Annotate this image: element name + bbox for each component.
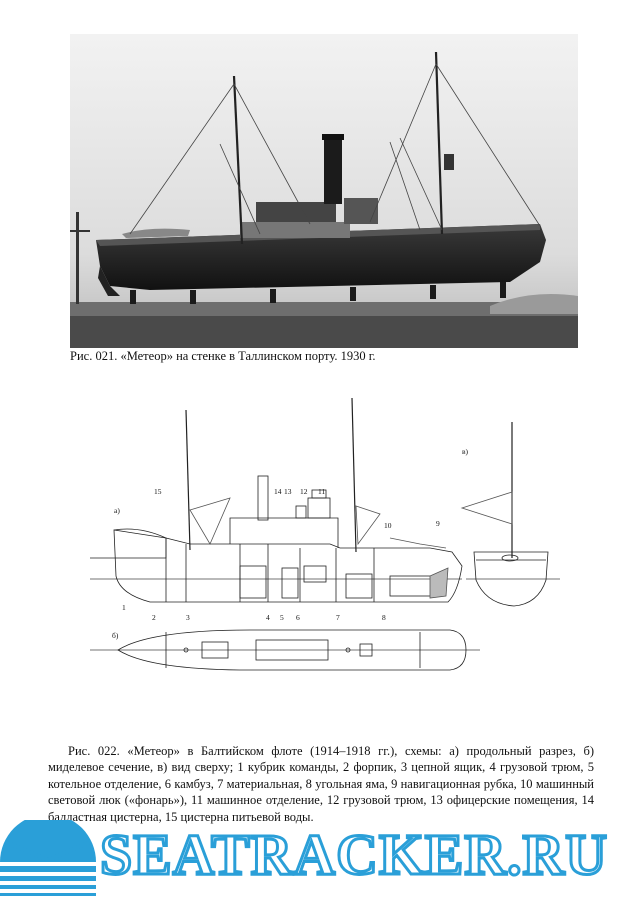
label-13: 13 <box>284 487 292 496</box>
label-10: 10 <box>384 521 392 530</box>
label-3: 3 <box>186 613 190 622</box>
label-14: 14 <box>274 487 282 496</box>
label-7: 7 <box>336 613 340 622</box>
photo-caption: Рис. 021. «Метеор» на стенке в Таллинском порту. 1930 г. <box>70 349 376 363</box>
label-8: 8 <box>382 613 386 622</box>
label-1: 1 <box>122 603 126 612</box>
seatracker-logo <box>0 820 622 900</box>
label-11: 11 <box>318 487 326 496</box>
label-a: а) <box>114 506 120 515</box>
longitudinal-section <box>90 398 462 602</box>
ship-photo-image <box>70 34 578 348</box>
seatracker-watermark <box>0 820 622 900</box>
label-12: 12 <box>300 487 308 496</box>
label-9: 9 <box>436 519 440 528</box>
label-2: 2 <box>152 613 156 622</box>
schematic-caption-text: Рис. 022. «Метеор» в Балтийском флоте (1914–1918 гг.), схемы: а) продольный разрез, б) миделевое сечение, в) вид сверху; 1 кубрик команды, 2 форпик, 3 цепной ящик, 4 грузовой трюм, 5 котельное отделение, 6 камбуз, 7 материальная, 8 угольная яма, 9 навигационная рубка, 10 машинный световой люк («фонарь»), 11 машинное отделение, 12 грузовой трюм, 13 офицерские помещения, 14 балластная цистерна, 15 цистерна питьевой воды. <box>48 744 594 824</box>
sun-icon <box>0 820 96 896</box>
label-6: 6 <box>296 613 300 622</box>
label-b: б) <box>112 631 119 640</box>
schematic-caption <box>48 743 594 825</box>
label-15: 15 <box>154 487 162 496</box>
svg-text:SEATRACKER.RU: SEATRACKER.RU <box>100 822 608 887</box>
label-5: 5 <box>280 613 284 622</box>
ship-schematic-drawing <box>90 398 560 680</box>
ship-photograph <box>70 34 578 348</box>
midship-section <box>462 422 560 606</box>
top-view <box>90 630 480 670</box>
seatracker-wordmark <box>100 822 608 887</box>
label-4: 4 <box>266 613 270 622</box>
label-v: в) <box>462 447 469 456</box>
